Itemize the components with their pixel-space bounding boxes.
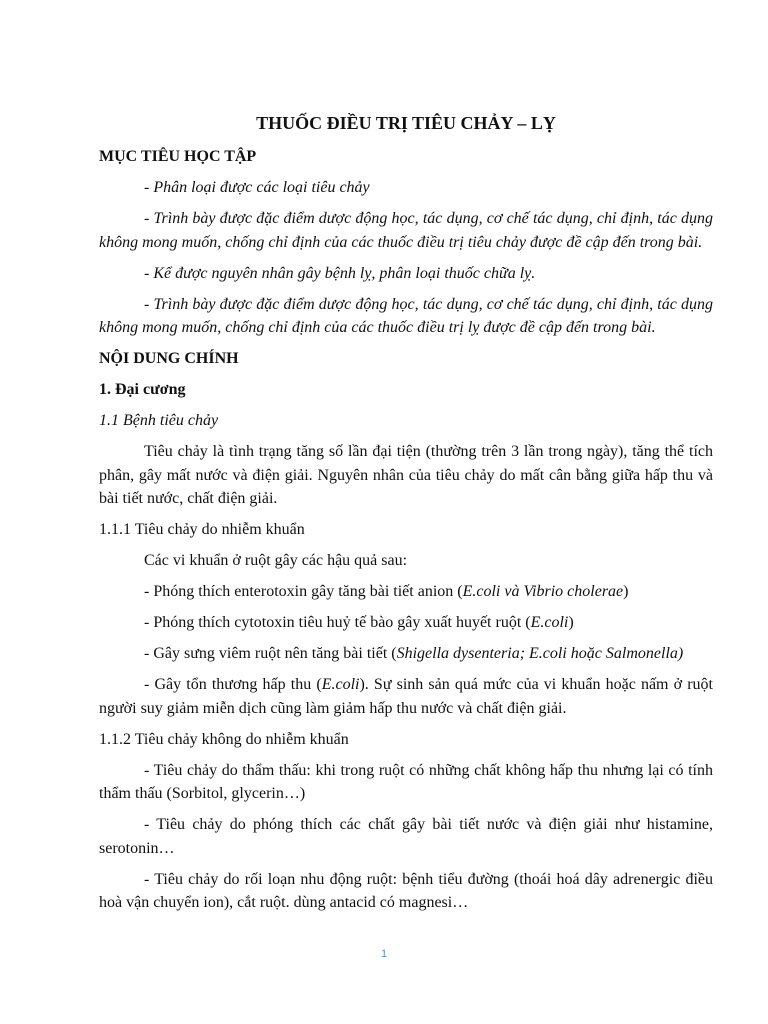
item-text: )	[623, 583, 629, 600]
bacteria-effect-item	[99, 580, 713, 604]
subsection-heading: 1.1 Bệnh tiêu chảy	[99, 412, 219, 429]
document-page	[99, 110, 713, 922]
item-text: - Phóng thích enterotoxin gây tăng bài tiết anion (	[144, 583, 463, 600]
organism-name: E.coli và Vibrio cholerae	[462, 583, 624, 600]
subsection-heading: 1.1.2 Tiêu chảy không do nhiễm khuẩn	[99, 730, 349, 748]
section-heading: 1. Đại cương	[99, 381, 186, 398]
item-text: - Gây sưng viêm ruột nên tăng bài tiết (	[144, 645, 397, 662]
main-content-heading: NỘI DUNG CHÍNH	[99, 350, 239, 367]
organism-name: E.coli	[321, 676, 360, 693]
objective-item: - Kể được nguyên nhân gây bệnh lỵ, phân loại thuốc chữa lỵ.	[144, 264, 536, 282]
objectives-heading: MỤC TIÊU HỌC TẬP	[99, 148, 257, 165]
item-text: ). Sự sinh sản quá mức của vi khuẩn hoặc nấm ở ruột người suy giảm miễn dịch cũng làm giảm hấp thu nước và chất điện giải.	[99, 676, 713, 717]
non-infectious-item: - Tiêu chảy do rối loạn nhu động ruột: bệnh tiểu đường (thoái hoá dây adrenergic điều hoà vận chuyển ion), cắt ruột. dùng antacid có magnesi…	[99, 870, 713, 911]
item-text: - Gây tổn thương hấp thu (	[144, 676, 322, 693]
subsection-heading: 1.1.1 Tiêu chảy do nhiễm khuẩn	[99, 521, 305, 538]
non-infectious-item: - Tiêu chảy do phóng thích các chất gây bài tiết nước và điện giải như histamine, serotonin…	[99, 816, 713, 857]
organism-name: Shigella dysenteria; E.coli hoặc Salmonella)	[396, 645, 684, 662]
intro-paragraph: Tiêu chảy là tình trạng tăng số lần đại tiện (thường trên 3 lần trong ngày), tăng thể tích phân, gây mất nước và điện giải. Nguyên nhân của tiêu chảy do mất cân bằng giữa hấp thu và bài tiết nước, chất điện giải.	[99, 443, 713, 507]
non-infectious-item: - Tiêu chảy do thẩm thấu: khi trong ruột có những chất không hấp thu nhưng lại có tính thẩm thấu (Sorbitol, glycerin…)	[99, 761, 713, 802]
item-text: - Phóng thích cytotoxin tiêu huỷ tế bào gây xuất huyết ruột (	[144, 614, 531, 631]
item-text: )	[568, 614, 574, 631]
bacteria-effect-item	[99, 642, 713, 666]
bacteria-effect-item	[99, 611, 713, 635]
objective-item: - Trình bày được đặc điểm dược động học, tác dụng, cơ chế tác dụng, chỉ định, tác dụng không mong muốn, chống chỉ định của các thuốc điều trị lỵ được đề cập đến trong bài.	[99, 295, 713, 336]
document-title: THUỐC ĐIỀU TRỊ TIÊU CHẢY – LỴ	[256, 113, 556, 133]
organism-name: E.coli	[530, 614, 569, 631]
bacteria-effect-item	[99, 673, 713, 720]
page-number: 1	[380, 948, 388, 960]
bacteria-intro: Các vi khuẩn ở ruột gây các hậu quả sau:	[144, 552, 408, 569]
objective-item: - Trình bày được đặc điểm dược động học, tác dụng, cơ chế tác dụng, chỉ định, tác dụng không mong muốn, chống chỉ định của các thuốc điều trị tiêu chảy được đề cập đến trong bài.	[99, 210, 713, 251]
objective-item: - Phân loại được các loại tiêu chảy	[144, 179, 370, 196]
